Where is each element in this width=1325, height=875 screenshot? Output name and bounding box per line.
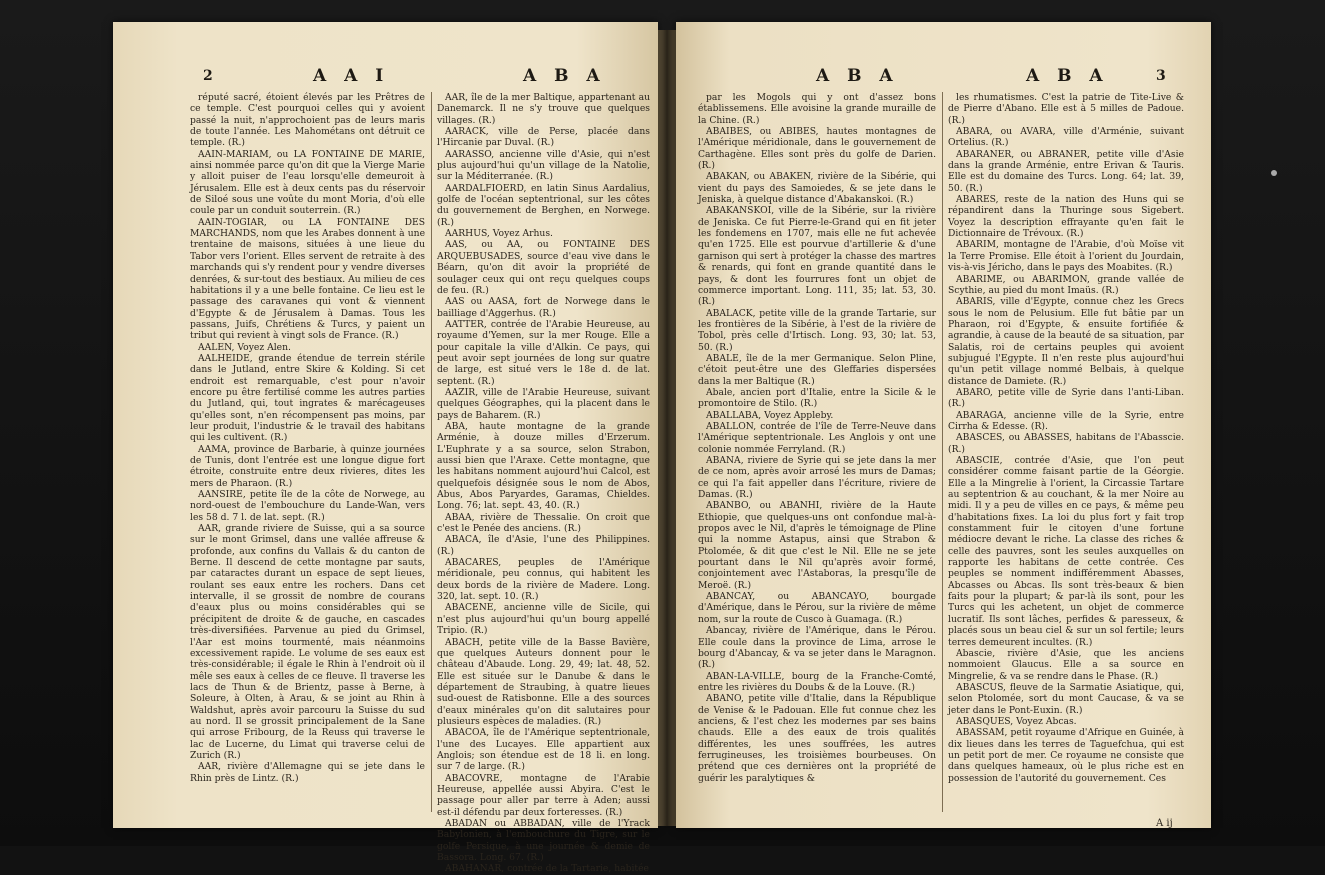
scanner-dot [1271, 170, 1277, 176]
dictionary-entry: ABASQUES, Voyez Abcas. [956, 715, 1077, 727]
dictionary-entry: AAMA, province de Barbarie, à quinze journées de Tunis, dont l'entrée est une longue digue fort étroite, construite entre deux rivieres, dites les mers de Pharaon. (R.) [190, 443, 425, 489]
dictionary-entry: AARACK, ville de Perse, placée dans l'Hircanie par Duval. (R.) [437, 126, 650, 149]
dictionary-entry: AARHUS, Voyez Arhus. [445, 228, 553, 240]
signature-mark: A ij [1156, 818, 1173, 829]
dictionary-entry: ABARIS, ville d'Egypte, connue chez les Grecs sous le nom de Pelusium. Elle fut bâtie par un Pharaon, roi d'Egypte, & ensuite fortifiée & agrandie, à cause de la beauté de sa situation, par Salatis, roi de certains peuples qui avoient subjugué l'Egypte. Il n'en reste plus aujourd'hui qu'un petit village nommé Belbais, à quelque distance de Damiete. (R.) [948, 296, 1184, 387]
right-column-2 [948, 92, 1184, 820]
dictionary-entry: par les Mogols qui y ont d'assez bons établissemens. Elle avoisine la grande muraille de la Chine. (R.) [698, 92, 936, 126]
left-running-head-aai: A A I [313, 66, 390, 86]
dictionary-entry: ABARA, ou AVARA, ville d'Arménie, suivant Ortelius. (R.) [948, 126, 1184, 149]
dictionary-entry: ABANO, petite ville d'Italie, dans la République de Venise & le Padouan. Elle fut connue chez les anciens, & l'est chez les modernes par ses bains chauds. Elle a des eaux de trois qualités différentes, les unes souffrées, les autres ferrugineuses, les troisièmes bourbeuses. On prétend que ces dernières ont la propriété de guérir les paralytiques & [698, 693, 936, 784]
dictionary-entry: réputé sacré, étoient élevés par les Prêtres de ce temple. C'est pourquoi celles qui y avoient passé la nuit, n'approchoient pas de leurs maris de toute l'année. Les Mahométans ont détruit ce temple. (R.) [190, 92, 425, 149]
dictionary-entry: ABACH, petite ville de la Basse Bavière, que quelques Auteurs donnent pour le château d'Abaude. Long. 29, 49; lat. 48, 52. Elle est située sur le Danube & dans le département de Straubing, à quatre lieues sud-ouest de Ratisbonne. Elle a des sources d'eaux minérales qu'on dit salutaires pour plusieurs espèces de maladies. (R.) [437, 636, 650, 727]
dictionary-entry: ABASCUS, fleuve de la Sarmatie Asiatique, qui, selon Ptolomée, sort du mont Caucase, & va se jeter dans le Pont-Euxin. (R.) [948, 681, 1184, 716]
dictionary-entry: ABARIM, montagne de l'Arabie, d'où Moïse vit la Terre Promise. Elle étoit à l'orient du Jourdain, vis-à-vis Jéricho, dans le pays des Moabites. (R.) [948, 239, 1184, 274]
dictionary-entry: ABACOVRE, montagne de l'Arabie Heureuse, appellée aussi Abyira. C'est le passage pour aller par terre à Aden; aussi est-il défendu par deux forteresses. (R.) [437, 772, 650, 818]
dictionary-entry: ABACARES, peuples de l'Amérique méridionale, peu connus, qui habitent les deux bords de la rivière de Madere. Long. 320, lat. sept. 10. (R.) [437, 557, 650, 603]
dictionary-entry: ABAIBES, ou ABIBES, hautes montagnes de l'Amérique méridionale, dans le gouvernement de Carthagène. Elles sont près du golfe de Darien. (R.) [698, 126, 936, 172]
column-rule [942, 92, 943, 812]
right-running-head-aba-2: A B A [1026, 66, 1109, 86]
left-page-number: 2 [203, 68, 213, 84]
dictionary-entry: AAR, rivière d'Allemagne qui se jete dans le Rhin près de Lintz. (R.) [190, 761, 425, 784]
dictionary-entry: ABALLON, contrée de l'île de Terre-Neuve dans l'Amérique septentrionale. Les Anglois y ont une colonie nommée Ferryland. (R.) [698, 420, 936, 455]
dictionary-entry: Abancay, rivière de l'Amérique, dans le Pérou. Elle coule dans la province de Lima, arrose le bourg d'Abancay, & va se jeter dans le Maragnon. (R.) [698, 625, 936, 671]
dictionary-entry: AAS ou AASA, fort de Norwege dans le bailliage d'Aggerhus. (R.) [437, 296, 650, 319]
dictionary-entry: ABAHANAR, contrée de la Tartarie, habitée [445, 863, 649, 875]
dictionary-entry: ABACA, île d'Asie, l'une des Philippines. (R.) [437, 534, 650, 557]
dictionary-entry: ABA, haute montagne de la grande Arménie, à douze milles d'Erzerum. L'Euphrate y a sa source, selon Strabon, aussi bien que l'Araxe. Cette montagne, que les habitans nomment aujourd'hui Calcol, est quelquefois désignée sous le nom de Abos, Abus, Abos Paryardes, Garamas, Chieldes. Long. 76; lat. sept. 43, 40. (R.) [437, 420, 650, 512]
dictionary-entry: Abascie, rivière d'Asie, que les anciens nommoient Glaucus. Elle a sa source en Mingrelie, & va se rendre dans le Phase. (R.) [948, 647, 1184, 682]
dictionary-entry: les rhumatismes. C'est la patrie de Tite-Live & de Pierre d'Abano. Elle est à 5 milles de Padoue. (R.) [948, 92, 1184, 126]
book-gutter [656, 30, 678, 826]
dictionary-entry: ABARO, petite ville de Syrie dans l'anti-Liban. (R.) [948, 386, 1184, 410]
dictionary-entry: ABADAN ou ABBADAN, ville de l'Yrack Babylonien, à l'embouchure du Tigre, sur le golfe Persique, à une journée & demie de Bassora. Long. 67. (R.) [437, 818, 650, 864]
column-rule [431, 92, 432, 812]
dictionary-entry: AALEN, Voyez Alen. [198, 341, 291, 353]
dictionary-entry: AAIN-MARIAM, ou LA FONTAINE DE MARIE, ainsi nommée parce qu'on dit que la Vierge Marie y alloit puiser de l'eau lorsqu'elle demeuroit à Jérusalem. Elle est à deux cents pas du réservoir de Siloé sous une voûte du mont Moria, d'où elle coule par un conduit souterrein. (R.) [190, 148, 425, 217]
dictionary-entry: ABARANER, ou ABRANER, petite ville d'Asie dans la grande Arménie, entre Erivan & Tauris. Elle est du domaine des Turcs. Long. 64; lat. 39, 50. (R.) [948, 148, 1184, 194]
dictionary-entry: ABASCIE, contrée d'Asie, que l'on peut considérer comme faisant partie de la Géorgie. Elle a la Mingrelie à l'orient, la Circassie Tartare au septentrion & au couchant, & la mer Noire au midi. Il y a peu de villes en ce pays, & même peu d'habitations fixes. La loi du plus fort y fait trop constamment fuir le citoyen d'une fortune médiocre devant le riche. La classe des riches & celle des pauvres, sont les seules auxquelles on rapporte les habitans de cette contrée. Ces peuples se nomment indifféremment Abasses, Abcasses ou Abcas. Ils sont très-beaux & bien faits pour la plupart; & par-là ils sont, pour les Turcs qui les achetent, un objet de commerce lucratif. Ils sont lâches, perfides & paresseux, & placés sous un beau ciel & sur un sol fertile; leurs terres demeurent incultes. (R.) [948, 455, 1184, 648]
dictionary-entry: ABASCES, ou ABASSES, habitans de l'Abasscie. (R.) [948, 432, 1184, 455]
dictionary-entry: ABARAGA, ancienne ville de la Syrie, entre Cirrha & Edesse. (R). [948, 409, 1184, 432]
left-page [113, 22, 658, 875]
dictionary-entry: ABANA, riviere de Syrie qui se jete dans la mer de ce nom, après avoir arrosé les murs de Damas; ce qui l'a fait appeller dans l'écriture, riviere de Damas. (R.) [698, 455, 936, 501]
dictionary-entry: ABAKANSKOI, ville de la Sibérie, sur la rivière de Jeniska. Ce fut Pierre-le-Grand qui en fit jeter les fondemens en 1707, mais elle ne fut achevée qu'en 1725. Elle est pourvue d'artillerie & d'une garnison qui sert à protéger la chasse des martres & renards, qui font en grande quantité dans le pays, & dont les fourrures font un objet de commerce important. Long. 111, 35; lat. 53, 30. (R.) [698, 205, 936, 308]
dictionary-entry: ABALACK, petite ville de la grande Tartarie, sur les frontières de la Sibérie, à l'est de la rivière de Tobol, près celle d'Irtisch. Long. 93, 30; lat. 53, 50. (R.) [698, 307, 936, 353]
dictionary-entry: AALHEIDE, grande étendue de terrein stérile dans le Jutland, entre Skire & Kolding. Si cet endroit est remarquable, c'est pour n'avoir encore pu être fertilisé comme les autres parties du Jutland, qui, tout ingrates & marécageuses qu'elles sont, n'en récompensent pas moins, par leur produit, l'industrie & le travail des habitans qui les cultivent. (R.) [190, 352, 425, 444]
dictionary-entry: ABALLABA, Voyez Appleby. [706, 409, 834, 421]
dictionary-entry: AARDALFIOERD, en latin Sinus Aardalius, golfe de l'océan septentrional, sur les côtes du gouvernement de Berghen, en Norwege. (R.) [437, 182, 650, 228]
left-running-head-aba: A B A [523, 66, 606, 86]
dictionary-entry: AAIN-TOGIAR, ou LA FONTAINE DES MARCHANDS, nom que les Arabes donnent à une trentaine de maisons, situées à une lieue du Tabor vers l'orient. Elles servent de retraite à des marchands qui s'y rendent pour y vendre diverses denrées, & sur-tout des bestiaux. Au milieu de ces habitations il y a une belle fontaine. Ce lieu est le passage des caravanes qui vont & viennent d'Egypte & de Jérusalem à Damas. Tous les passans, Juifs, Chrétiens & Turcs, y paient un tribut qui revient à vingt sols de France. (R.) [190, 216, 425, 342]
dictionary-entry: ABACENE, ancienne ville de Sicile, qui n'est plus aujourd'hui qu'un bourg appellé Tripio. (R.) [437, 602, 650, 637]
dictionary-entry: AAR, île de la mer Baltique, appartenant au Danemarck. Il ne s'y trouve que quelques villages. (R.) [437, 92, 650, 126]
left-column-1 [190, 92, 425, 820]
dictionary-entry: ABANBO, ou ABANHI, rivière de la Haute Ethiopie, que quelques-uns ont confondue mal-à-propos avec le Nil, d'après le témoignage de Pline qui la nomme Astapus, ainsi que Strabon & Ptolomée, & dit que c'est le Nil. Elle ne se jete pourtant dans le Nil qu'après avoir formé, conjointement avec l'Astaboras, la presqu'île de Meroë. (R.) [698, 500, 936, 591]
dictionary-entry: AATTER, contrée de l'Arabie Heureuse, au royaume d'Yemen, sur la mer Rouge. Elle a pour capitale la ville d'Alkin. Ce pays, qui peut avoir sept journées de long sur quatre de large, est situé vers le 18e d. de lat. septent. (R.) [437, 318, 650, 387]
dictionary-entry: ABAN-LA-VILLE, bourg de la Franche-Comté, entre les rivières du Doubs & de la Louve. (R.) [698, 670, 936, 693]
dictionary-entry: ABARES, reste de la nation des Huns qui se répandirent dans la Thuringe sous Sigebert. Voyez la description effrayante qu'en fait le Dictionnaire de Trévoux. (R.) [948, 194, 1184, 240]
dictionary-entry: ABALE, île de la mer Germanique. Selon Pline, c'étoit peut-être une des Gleffaries dispersées dans la mer Baltique (R.) [698, 352, 936, 387]
dictionary-entry: ABAKAN, ou ABAKEN, rivière de la Sibérie, qui vient du pays des Samoiedes, & se jete dans le Jeniska, à quelque distance d'Abakanskoi. (R.) [698, 171, 936, 206]
dictionary-entry: ABASSAM, petit royaume d'Afrique en Guinée, à dix lieues dans les terres de Taguefchua, qui est un petit port de mer. Ce royaume ne consiste que dans quelques hameaux, où le plus riche est en possession de l'autorité du gouvernement. Ces [948, 727, 1184, 784]
right-running-head-aba-1: A B A [816, 66, 899, 86]
dictionary-entry: ABAA, rivière de Thessalie. On croit que c'est le Penée des anciens. (R.) [437, 511, 650, 535]
dictionary-entry: AAZIR, ville de l'Arabie Heureuse, suivant quelques Géographes, qui la placent dans le pays de Baharem. (R.) [437, 386, 650, 421]
right-page [676, 22, 1211, 828]
right-page-number: 3 [1156, 68, 1166, 84]
dictionary-entry: AAS, ou AA, ou FONTAINE DES ARQUEBUSADES, source d'eau vive dans le Béarn, qu'on dit avoir la propriété de soulager ceux qui ont reçu quelques coups de feu. (R.) [437, 239, 650, 296]
dictionary-entry: Abale, ancien port d'Italie, entre la Sicile & le promontoire de Stilo. (R.) [698, 386, 936, 410]
dictionary-entry: AARASSO, ancienne ville d'Asie, qui n'est plus aujourd'hui qu'un village de la Natolie, sur la Méditerranée. (R.) [437, 148, 650, 183]
dictionary-entry: AANSIRE, petite île de la côte de Norwege, au nord-ouest de l'embouchure du Lande-Wan, vers les 58 d. 7 l. de lat. sept. (R.) [190, 489, 425, 523]
right-column-1 [698, 92, 936, 820]
dictionary-entry: ABARIME, ou ABARIMON, grande vallée de Scythie, au pied du mont Imaüs. (R.) [948, 273, 1184, 296]
dictionary-entry: AAR, grande riviere de Suisse, qui a sa source sur le mont Grimsel, dans une vallée affreuse & profonde, aux confins du Vallais & du canton de Berne. Il descend de cette montagne par sauts, par cataractes durant un espace de sept lieues, roulant ses eaux entre les rochers. Dans cet intervalle, il se grossit de nombre de courans d'eaux plus ou moins considérables qui se précipitent de droite & de gauche, en cascades très-diversifiées. Parvenue au pied du Grimsel, l'Aar est moins tourmenté, mais néanmoins excessivement rapide. Le volume de ses eaux est très-considérable; il égale le Rhin à l'endroit où il mêle ses eaux à celles de ce fleuve. Il traverse les lacs de Thun & de Brientz, passe à Berne, à Soleure, à Olten, à Arau, & se joint au Rhin à Waldshut, après avoir parcouru la Suisse du sud au nord. Il se grossit principalement de la Sane qui arrose Fribourg, de la Reuss qui traverse le lac de Lucerne, du Limat qui traverse celui de Zurich (R.) [190, 523, 425, 761]
left-column-2 [437, 92, 650, 875]
dictionary-entry: ABANCAY, ou ABANCAYO, bourgade d'Amérique, dans le Pérou, sur la rivière de même nom, sur la route de Cusco à Guamaga. (R.) [698, 591, 936, 625]
dictionary-entry: ABACOA, île de l'Amérique septentrionale, l'une des Lucayes. Elle appartient aux Anglois; son étendue est de 18 li. en long. sur 7 de large. (R.) [437, 727, 650, 773]
